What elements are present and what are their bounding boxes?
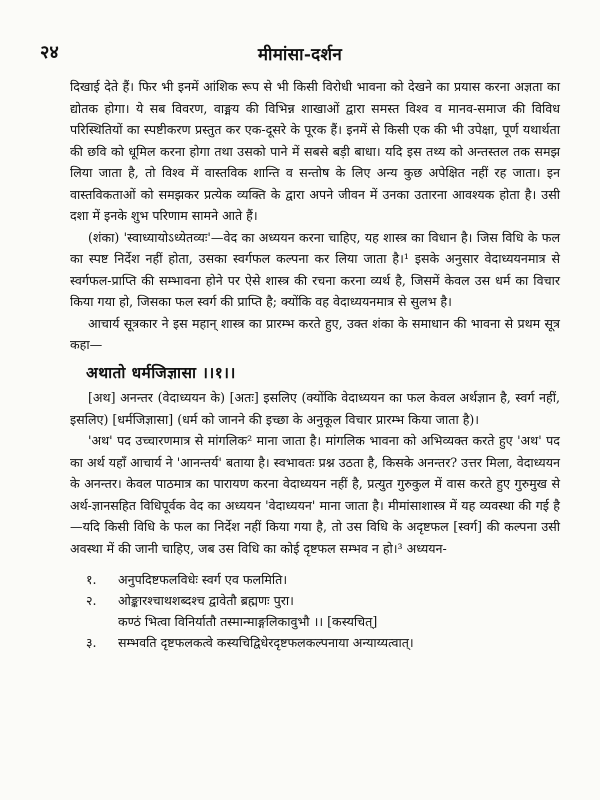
page-number: २४ [40,42,59,63]
paragraph: 'अथ' पद उच्चारणमात्र से मांगलिक² माना जाता है। मांगलिक भावना को अभिव्यक्त करते हुए 'अथ' पद का अर्थ यहाँ आचार्य ने 'आनन्तर्य' बताया है। स्वभावतः प्रश्न उठता है, किसके अनन्तर? उत्तर मिला, वेदाध्ययन के अनन्तर। केवल पाठमात्र का पारायण करना वेदाध्ययन नहीं है, प्रत्युत गुरुकुल में वास करते हुए गुरुमुख से अर्थ-ज्ञानसहित विधिपूर्वक वेद का अध्ययन 'वेदाध्ययन' माना जाता है। मीमांसाशास्त्र में यह व्यवस्था की गई है—यदि किसी विधि के फल का निर्देश नहीं किया गया है, तो उस विधि के अदृष्टफल [स्वर्ग] की कल्पना उसी अवस्था में की जानी चाहिए, जब उस विधि का कोई दृष्टफल सम्भव न हो।³ अध्ययन- [70,433,560,556]
sutra-heading: अथातो धर्मजिज्ञासा ।।१।। [86,362,236,382]
footnotes [70,569,560,653]
footnote-marker: ३. [86,635,97,650]
paragraph: दिखाई देते हैं। फिर भी इनमें आंशिक रूप से भी किसी विरोधी भावना को देखने का प्रयास करना अज्ञता का द्योतक होगा। ये सब विवरण, वाङ्मय की विभिन्न शाखाओं द्वारा समस्त विश्व व मानव-समाज की विविध परिस्थितियों का स्पष्टीकरण प्रस्तुत कर एक-दूसरे के पूरक हैं। इनमें से किसी एक की भी उपेक्षा, पूर्ण यथार्थता की छवि को धूमिल करना होगा तथा उसको पाने में सबसे बड़ी बाधा। यदि इस तथ्य को अन्तस्तल तक समझ लिया जाता है, तो विश्व में वास्तविक शान्ति व सन्तोष के लिए अन्य कुछ अपेक्षित नहीं रह जाता। इन वास्तविकताओं को समझकर प्रत्येक व्यक्ति के द्वारा अपने जीवन में उनका उतारना आवश्यक होता है। उसी दशा में इनके शुभ परिणाम सामने आते हैं। [70,79,560,223]
paragraph: [अथ] अनन्तर (वेदाध्ययन के) [अतः] इसलिए (क्योंकि वेदाध्ययन का फल केवल अर्थज्ञान है, स्वर्ग नहीं, इसलिए) [धर्मजिज्ञासा] (धर्म को जानने की इच्छा के अनुकूल विचार प्रारम्भ किया जाता है)। [70,390,560,427]
paragraph: (शंका) 'स्वाध्यायोऽध्येतव्यः'—वेद का अध्ययन करना चाहिए, यह शास्त्र का विधान है। जिस विधि के फल का स्पष्ट निर्देश नहीं होता, उसका स्वर्गफल कल्पना कर लिया जाता है।¹ इसके अनुसार वेदाध्ययनमात्र से स्वर्गफल-प्राप्ति की सम्भावना होने पर ऐसे शास्त्र की रचना करना व्यर्थ है, जिसमें केवल उस धर्म का विचार किया गया हो, जिसका फल स्वर्ग की प्राप्ति है; क्योंकि वह वेदाध्ययनमात्र से सुलभ है। [70,229,560,309]
footnote [70,569,560,590]
footnote-text: अनुपदिष्टफलविधेः स्वर्ग एव फलमिति। [118,572,288,587]
footnote-marker: १. [86,572,97,587]
footnote [70,590,560,611]
footnote-text: सम्भवति दृष्टफलकत्वे कस्यचिद्विधेरदृष्टफलकल्पनाया अन्याय्यत्वात्। [118,635,414,650]
running-title: मीमांसा-दर्शन [257,44,343,65]
page-body [70,76,560,778]
page-header [40,40,560,66]
footnote-text: ओङ्कारश्चाथशब्दश्च द्वावेतौ ब्रह्मणः पुरा। [118,593,294,608]
footnote-continuation: कण्ठं भित्वा विनिर्यातौ तस्मान्माङ्गलिकावुभौ ।। [कस्यचित्] [118,614,378,629]
footnote-marker: २. [86,593,97,608]
paragraph: आचार्य सूत्रकार ने इस महान् शास्त्र का प्रारम्भ करते हुए, उक्त शंका के समाधान की भावना से प्रथम सूत्र कहा— [70,315,561,352]
footnote [70,632,560,653]
